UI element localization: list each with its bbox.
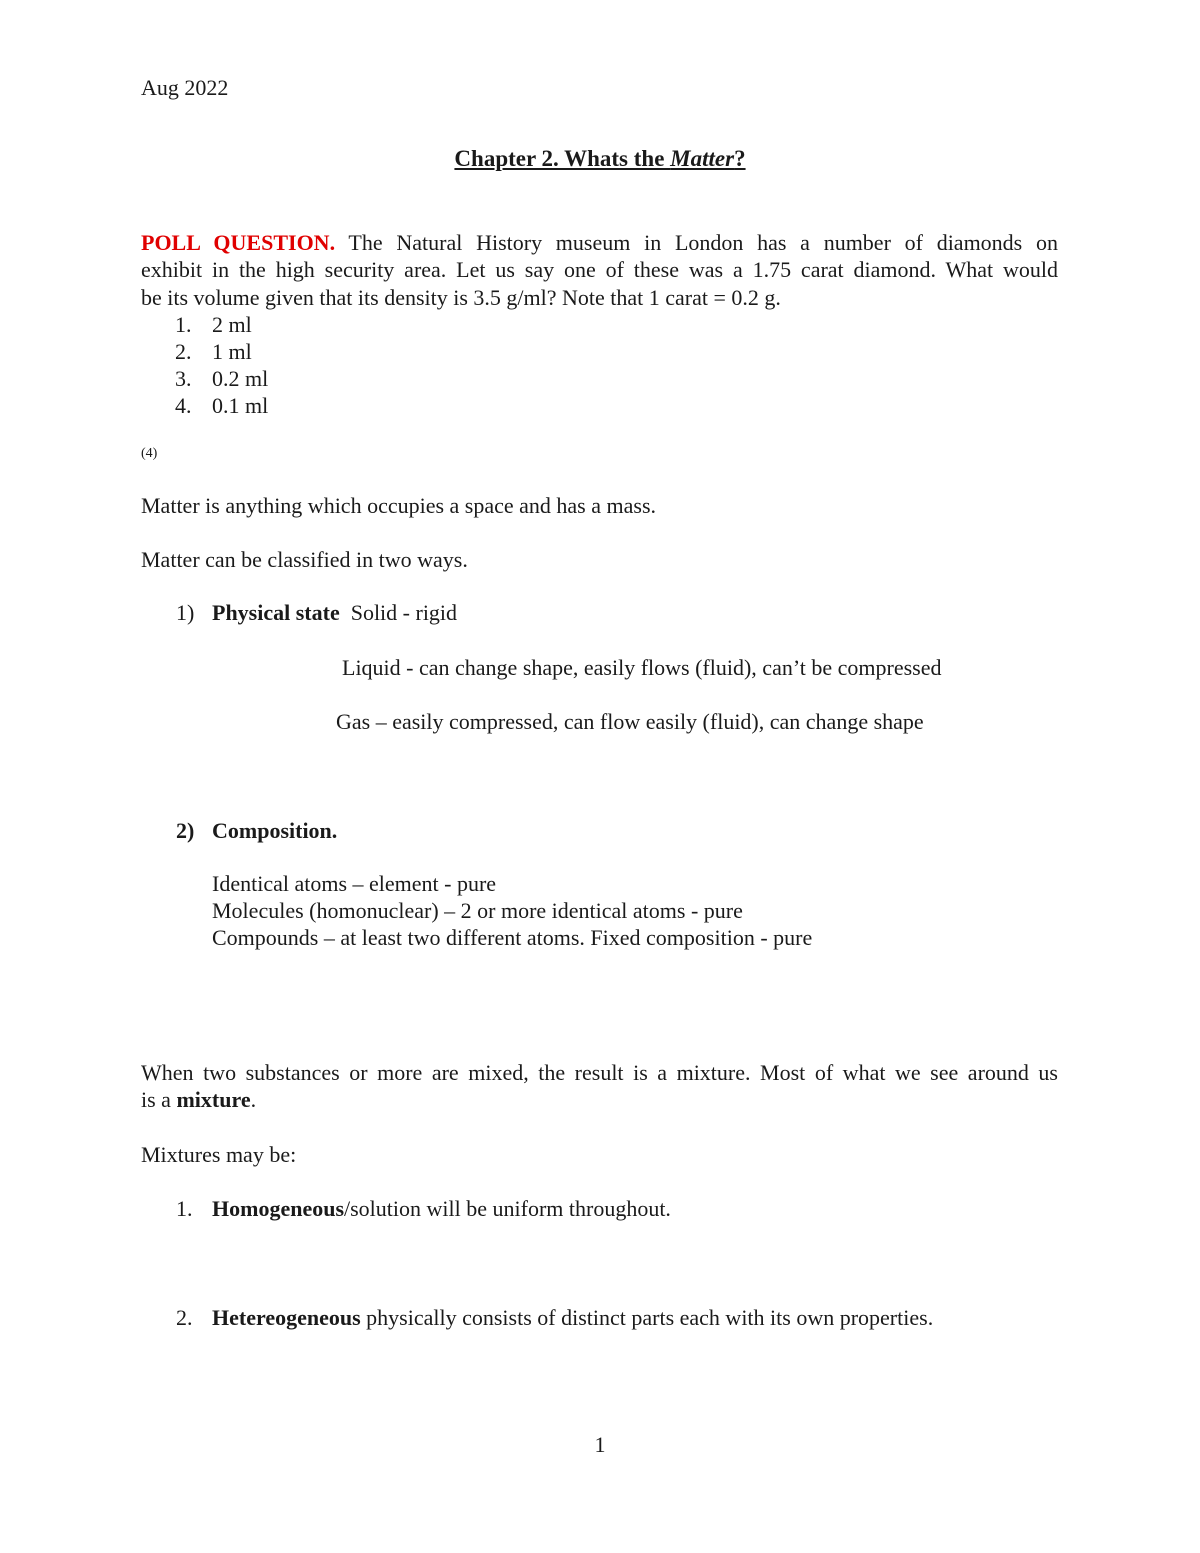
mixture-type-heterogeneous xyxy=(212,1304,933,1331)
title-prefix: Chapter 2. Whats the xyxy=(454,146,671,171)
matter-definition: Matter is anything which occupies a space and has a mass. xyxy=(141,493,657,518)
title-suffix: ? xyxy=(734,146,746,171)
mixture-line-2 xyxy=(141,1086,256,1113)
poll-answer: (4) xyxy=(141,446,158,461)
mixture-type-label: Hetereogeneous xyxy=(212,1305,361,1330)
poll-line-1 xyxy=(141,229,1058,256)
date-header: Aug 2022 xyxy=(141,75,229,100)
mixture-term: mixture xyxy=(176,1087,251,1112)
mixture-suffix: . xyxy=(250,1087,257,1112)
option-text: 0.2 ml xyxy=(212,366,269,391)
poll-line-2: exhibit in the high security area. Let us say one of these was a 1.75 carat diamond. What would xyxy=(141,257,1058,282)
page-number: 1 xyxy=(594,1432,606,1457)
physical-state-label: Physical state xyxy=(212,600,340,625)
composition-item: Identical atoms – element - pure xyxy=(212,871,497,896)
composition-label: Composition. xyxy=(212,818,338,843)
option-text: 2 ml xyxy=(212,312,252,337)
mixtures-intro: Mixtures may be: xyxy=(141,1142,297,1167)
composition-number: 2) xyxy=(176,818,195,843)
option-text: 0.1 ml xyxy=(212,393,269,418)
mixture-type-text: /solution will be uniform throughout. xyxy=(344,1196,671,1221)
option-number: 1. xyxy=(175,312,192,337)
page-title xyxy=(0,145,1200,172)
mixture-type-number: 1. xyxy=(176,1196,193,1221)
mixture-type-label: Homogeneous xyxy=(212,1196,344,1221)
physical-state-number: 1) xyxy=(176,600,195,625)
option-number: 4. xyxy=(175,393,192,418)
title-emphasis: Matter xyxy=(670,146,735,171)
poll-line-3: be its volume given that its density is 3.5 g/ml? Note that 1 carat = 0.2 g. xyxy=(141,285,781,310)
classification-intro: Matter can be classified in two ways. xyxy=(141,547,468,572)
poll-label: POLL QUESTION. xyxy=(141,230,336,255)
option-number: 3. xyxy=(175,366,192,391)
composition-item: Molecules (homonuclear) – 2 or more identical atoms - pure xyxy=(212,898,743,923)
mixture-prefix: is a xyxy=(141,1087,177,1112)
gas-description: Gas – easily compressed, can flow easily (fluid), can change shape xyxy=(336,709,924,734)
composition-item: Compounds – at least two different atoms. Fixed composition - pure xyxy=(212,925,813,950)
solid-description: Solid - rigid xyxy=(350,600,458,625)
option-number: 2. xyxy=(175,339,192,364)
mixture-type-homogeneous xyxy=(212,1195,671,1222)
mixture-type-number: 2. xyxy=(176,1305,193,1330)
mixture-line-1: When two substances or more are mixed, the result is a mixture. Most of what we see around us xyxy=(141,1060,1058,1085)
mixture-type-text: physically consists of distinct parts each with its own properties. xyxy=(360,1305,934,1330)
physical-state-line xyxy=(212,599,457,626)
poll-text-1: The Natural History museum in London has a number of diamonds on xyxy=(348,230,1058,255)
liquid-description: Liquid - can change shape, easily flows (fluid), can’t be compressed xyxy=(342,655,942,680)
option-text: 1 ml xyxy=(212,339,252,364)
